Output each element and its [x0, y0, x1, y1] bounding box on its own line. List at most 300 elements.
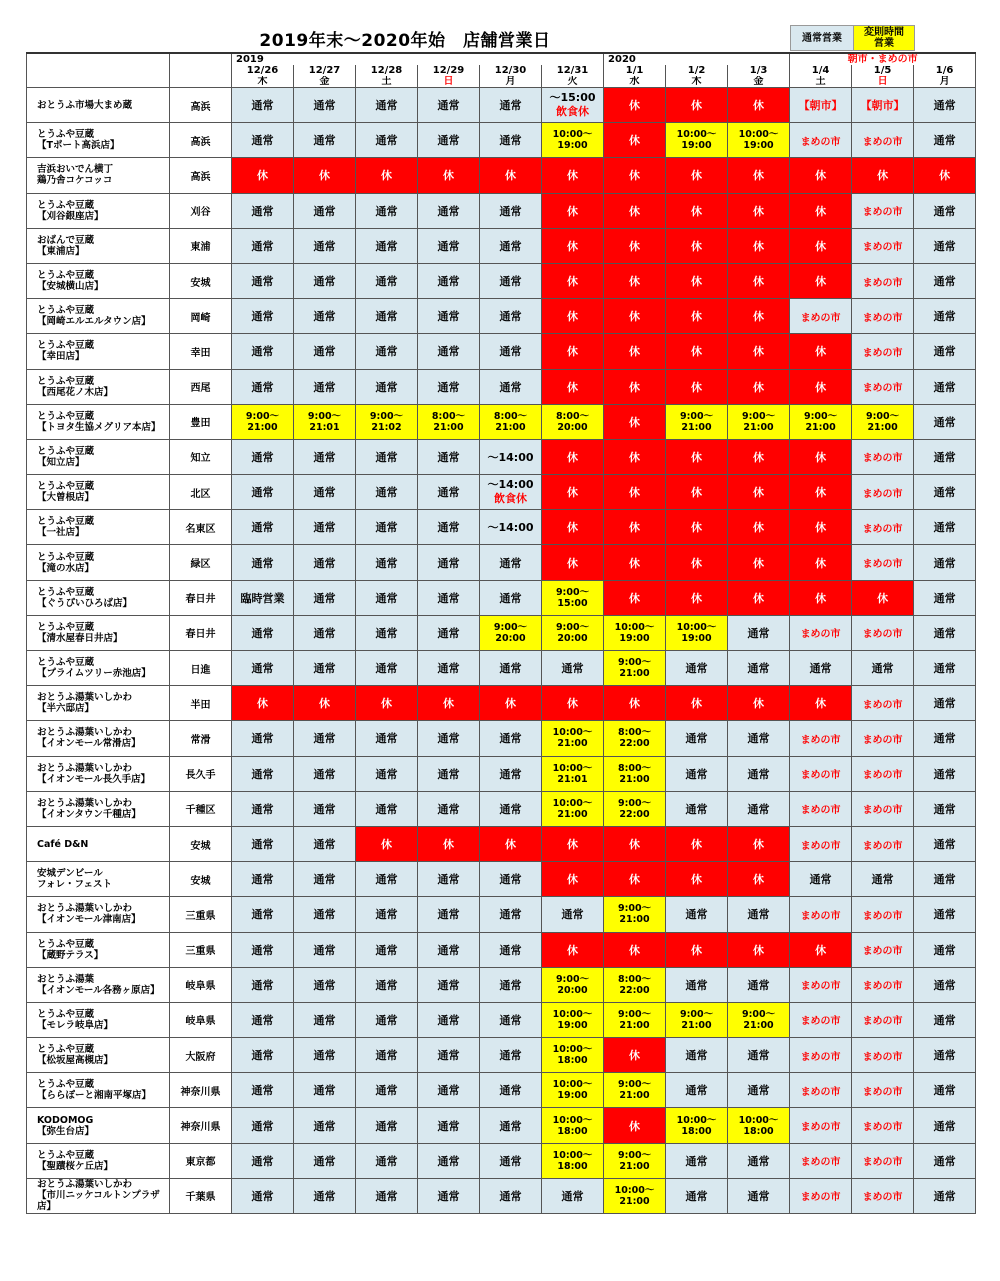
status-cell: 通常: [418, 1143, 480, 1178]
status-cell: まめの市: [790, 897, 852, 932]
status-cell: 通常: [914, 1002, 976, 1037]
status-cell: 休: [790, 686, 852, 721]
store-area: 岡崎: [170, 299, 232, 334]
status-cell: 休: [666, 369, 728, 404]
status-cell: 通常: [480, 369, 542, 404]
status-cell: 通常: [914, 756, 976, 791]
status-cell: 9:00～ 21:00: [790, 404, 852, 439]
date-1-2: 1/2: [666, 65, 728, 76]
status-cell: 通常: [480, 334, 542, 369]
store-name: KODOMOG 【弥生台店】: [27, 1108, 170, 1143]
status-cell: 通常: [914, 88, 976, 123]
status-cell: 休: [666, 228, 728, 263]
status-cell: 休: [232, 158, 294, 193]
status-cell: 通常: [728, 721, 790, 756]
store-area: 千葉県: [170, 1178, 232, 1213]
status-cell: まめの市: [852, 1002, 914, 1037]
status-cell: 通常: [356, 1002, 418, 1037]
store-area: 安城: [170, 263, 232, 298]
status-cell: 休: [728, 545, 790, 580]
status-cell: 通常: [232, 615, 294, 650]
status-cell: 休: [852, 580, 914, 615]
status-cell: 10:00～ 18:00: [728, 1108, 790, 1143]
store-area: 刈谷: [170, 193, 232, 228]
status-cell: 休: [604, 862, 666, 897]
status-cell: 通常: [232, 1073, 294, 1108]
store-area: 春日井: [170, 580, 232, 615]
date-12-29: 12/29: [418, 65, 480, 76]
status-cell: 通常: [356, 510, 418, 545]
status-cell: 休: [604, 228, 666, 263]
status-cell: 通常: [480, 897, 542, 932]
status-cell: 通常: [914, 228, 976, 263]
status-cell: 休: [604, 404, 666, 439]
table-row: [27, 967, 976, 1002]
store-area: 名東区: [170, 510, 232, 545]
status-cell: 9:00～ 21:00: [728, 1002, 790, 1037]
status-cell: 休: [480, 826, 542, 861]
status-cell: まめの市: [790, 721, 852, 756]
status-cell: 8:00～ 21:00: [418, 404, 480, 439]
store-area: 安城: [170, 862, 232, 897]
status-cell: 通常: [480, 651, 542, 686]
status-cell: 通常: [294, 545, 356, 580]
weekday-1: 金: [294, 76, 356, 88]
status-cell: 休: [728, 158, 790, 193]
status-cell: まめの市: [852, 967, 914, 1002]
status-cell: 通常: [356, 193, 418, 228]
status-cell: 休: [604, 88, 666, 123]
status-cell: 通常: [542, 1178, 604, 1213]
status-cell: 通常: [232, 88, 294, 123]
status-cell: 8:00～ 20:00: [542, 404, 604, 439]
date-12-27: 12/27: [294, 65, 356, 76]
status-cell: 休: [542, 158, 604, 193]
table-row: [27, 369, 976, 404]
store-area: 緑区: [170, 545, 232, 580]
status-cell: まめの市: [852, 1143, 914, 1178]
status-cell: 通常: [418, 721, 480, 756]
store-name: おとうふ湯葉いしかわ 【イオンモール津南店】: [27, 897, 170, 932]
status-cell: 通常: [294, 580, 356, 615]
status-cell: 休: [790, 228, 852, 263]
status-cell: 休: [480, 158, 542, 193]
status-cell: 休: [604, 263, 666, 298]
status-cell: 休: [604, 545, 666, 580]
status-cell: 通常: [356, 88, 418, 123]
status-cell: 通常: [356, 475, 418, 510]
weekday-2: 土: [356, 76, 418, 88]
status-cell: 休: [604, 158, 666, 193]
status-cell: 8:00～ 21:00: [604, 756, 666, 791]
status-cell: まめの市: [852, 756, 914, 791]
status-cell: 9:00～ 21:00: [604, 897, 666, 932]
status-cell: ～14:00: [480, 510, 542, 545]
status-cell: 休: [542, 439, 604, 474]
status-cell: 9:00～ 21:00: [728, 404, 790, 439]
status-cell: 通常: [356, 439, 418, 474]
status-cell: 通常: [480, 1073, 542, 1108]
store-area: 三重県: [170, 932, 232, 967]
status-cell: 9:00～ 21:01: [294, 404, 356, 439]
status-cell: 通常: [294, 193, 356, 228]
store-name: とうふや豆蔵 【清水屋春日井店】: [27, 615, 170, 650]
store-area: 長久手: [170, 756, 232, 791]
status-cell: 休: [542, 826, 604, 861]
status-cell: 休: [666, 334, 728, 369]
weekday-3: 日: [418, 76, 480, 88]
status-cell: 通常: [418, 88, 480, 123]
store-name: とうふや豆蔵 【ぐうぴいひろば店】: [27, 580, 170, 615]
status-cell: 通常: [418, 369, 480, 404]
status-cell: 通常: [914, 123, 976, 158]
status-cell: 休: [356, 158, 418, 193]
schedule-table: [26, 52, 976, 1214]
status-cell: 通常: [728, 615, 790, 650]
status-cell: 通常: [666, 791, 728, 826]
status-cell: 通常: [294, 1143, 356, 1178]
table-row: [27, 299, 976, 334]
status-cell: 休: [728, 826, 790, 861]
status-cell: 通常: [232, 791, 294, 826]
status-cell: 通常: [480, 967, 542, 1002]
store-name: とうふや豆蔵 【岡崎エルエルタウン店】: [27, 299, 170, 334]
status-cell: 通常: [294, 123, 356, 158]
status-cell: 通常: [418, 299, 480, 334]
status-cell: 通常: [728, 651, 790, 686]
status-cell: 休: [728, 228, 790, 263]
status-cell: 通常: [232, 721, 294, 756]
weekday-7: 木: [666, 76, 728, 88]
store-area: 神奈川県: [170, 1108, 232, 1143]
status-cell: 休: [542, 475, 604, 510]
status-cell: 休: [604, 475, 666, 510]
status-cell: 通常: [418, 615, 480, 650]
store-name: とうふや豆蔵 【大曽根店】: [27, 475, 170, 510]
status-cell: まめの市: [790, 615, 852, 650]
weekday-6: 水: [604, 76, 666, 88]
status-cell: 通常: [356, 580, 418, 615]
status-cell: 9:00～ 21:00: [666, 404, 728, 439]
status-cell: 通常: [356, 1178, 418, 1213]
status-cell: 通常: [666, 721, 728, 756]
status-cell: まめの市: [790, 1178, 852, 1213]
status-cell: 通常: [294, 967, 356, 1002]
legend: [790, 25, 915, 51]
store-area: 東浦: [170, 228, 232, 263]
status-cell: 通常: [914, 545, 976, 580]
status-cell: 休: [542, 193, 604, 228]
status-cell: 8:00～ 22:00: [604, 721, 666, 756]
store-name: おばんで豆蔵 【東浦店】: [27, 228, 170, 263]
status-cell: 休: [542, 369, 604, 404]
status-cell: 通常: [232, 510, 294, 545]
table-row: [27, 615, 976, 650]
status-cell: 休: [542, 228, 604, 263]
status-cell: 休: [356, 826, 418, 861]
status-cell: 通常: [728, 897, 790, 932]
store-area: 岐阜県: [170, 967, 232, 1002]
status-cell: 8:00～ 22:00: [604, 967, 666, 1002]
status-cell: 通常: [294, 721, 356, 756]
status-cell: 9:00～ 21:02: [356, 404, 418, 439]
status-cell: 通常: [914, 1143, 976, 1178]
status-cell: 【朝市】: [852, 88, 914, 123]
status-cell: 10:00～ 19:00: [666, 615, 728, 650]
date-12-30: 12/30: [480, 65, 542, 76]
store-name: 吉浜おいでん横丁 鶏乃舎コケコッコ: [27, 158, 170, 193]
status-cell: 休: [728, 334, 790, 369]
status-cell: 通常: [418, 193, 480, 228]
status-cell: 休: [480, 686, 542, 721]
status-cell: 休: [728, 439, 790, 474]
status-cell: まめの市: [852, 1038, 914, 1073]
status-cell: 通常: [728, 1143, 790, 1178]
status-cell: 休: [604, 1108, 666, 1143]
weekday-9: 土: [790, 76, 852, 88]
status-cell: 10:00～ 19:00: [728, 123, 790, 158]
status-cell: 通常: [356, 791, 418, 826]
store-area: 高浜: [170, 158, 232, 193]
status-cell: 休: [666, 862, 728, 897]
status-cell: 通常: [418, 1038, 480, 1073]
store-area: 大阪府: [170, 1038, 232, 1073]
status-cell: 通常: [790, 862, 852, 897]
status-cell: 10:00～ 21:01: [542, 756, 604, 791]
status-cell: まめの市: [852, 263, 914, 298]
status-cell: 通常: [480, 932, 542, 967]
status-cell: 通常: [356, 721, 418, 756]
hours-text: ～14:00: [487, 478, 534, 492]
store-name: とうふや豆蔵 【松坂屋高槻店】: [27, 1038, 170, 1073]
status-cell: 通常: [480, 1178, 542, 1213]
legend-normal: 通常営業: [791, 26, 853, 50]
status-cell: 通常: [356, 651, 418, 686]
status-cell: 通常: [914, 721, 976, 756]
status-cell: 通常: [232, 1002, 294, 1037]
status-cell: まめの市: [790, 756, 852, 791]
table-row: [27, 1178, 976, 1213]
status-cell: 通常: [666, 1073, 728, 1108]
status-cell: 通常: [914, 862, 976, 897]
status-cell: 休: [604, 826, 666, 861]
status-cell: 通常: [418, 545, 480, 580]
status-cell: 通常: [542, 651, 604, 686]
status-cell: まめの市: [790, 1038, 852, 1073]
status-cell: 通常: [728, 1073, 790, 1108]
status-cell: 休: [790, 932, 852, 967]
status-cell: 通常: [480, 791, 542, 826]
status-cell: 通常: [294, 932, 356, 967]
status-cell: まめの市: [852, 510, 914, 545]
status-cell: 通常: [914, 897, 976, 932]
status-cell: 休: [666, 826, 728, 861]
weekday-5: 火: [542, 76, 604, 88]
status-cell: 通常: [914, 1038, 976, 1073]
legend-variable: 変則時間 営業: [853, 26, 914, 50]
status-cell: 通常: [294, 1002, 356, 1037]
status-cell: 9:00～ 21:00: [604, 1143, 666, 1178]
status-cell: 通常: [480, 1108, 542, 1143]
status-cell: 通常: [294, 475, 356, 510]
weekday-4: 月: [480, 76, 542, 88]
status-cell: 通常: [418, 439, 480, 474]
status-cell: 通常: [914, 475, 976, 510]
status-cell: 通常: [294, 228, 356, 263]
status-cell: 通常: [418, 651, 480, 686]
status-cell: 通常: [356, 862, 418, 897]
status-cell: 通常: [356, 123, 418, 158]
status-cell: 通常: [418, 334, 480, 369]
status-cell: 休: [790, 475, 852, 510]
table-row: [27, 932, 976, 967]
status-cell: 休: [542, 545, 604, 580]
status-cell: 9:00～ 21:00: [232, 404, 294, 439]
status-cell: 通常: [666, 1038, 728, 1073]
status-cell: 10:00～ 21:00: [542, 791, 604, 826]
table-row: [27, 756, 976, 791]
status-cell: 通常: [294, 615, 356, 650]
store-area: 東京都: [170, 1143, 232, 1178]
status-cell: 通常: [914, 1178, 976, 1213]
status-cell: 休: [852, 158, 914, 193]
status-cell: 9:00～ 20:00: [480, 615, 542, 650]
status-cell: 通常: [232, 263, 294, 298]
date-1-5: 1/5: [852, 65, 914, 76]
status-cell: 9:00～ 21:00: [604, 1002, 666, 1037]
status-cell: 10:00～ 18:00: [542, 1038, 604, 1073]
status-cell: 8:00～ 21:00: [480, 404, 542, 439]
status-cell: まめの市: [852, 369, 914, 404]
status-cell: 休: [604, 439, 666, 474]
status-cell: 通常: [294, 263, 356, 298]
status-cell: 通常: [480, 1002, 542, 1037]
status-cell: まめの市: [852, 897, 914, 932]
status-cell: 通常: [356, 334, 418, 369]
date-1-6: 1/6: [914, 65, 976, 76]
status-cell: 通常: [232, 967, 294, 1002]
table-row: [27, 897, 976, 932]
status-cell: 休: [542, 263, 604, 298]
status-cell: 通常: [480, 88, 542, 123]
status-cell: 通常: [914, 510, 976, 545]
status-cell: 通常: [294, 334, 356, 369]
status-cell: 通常: [418, 967, 480, 1002]
status-cell: 通常: [232, 228, 294, 263]
status-cell: 休: [604, 510, 666, 545]
status-cell: 休: [418, 826, 480, 861]
status-cell: 通常: [914, 580, 976, 615]
status-cell: 通常: [232, 299, 294, 334]
status-cell: 休: [728, 263, 790, 298]
status-cell: 休: [294, 158, 356, 193]
store-name: おとうふ湯葉いしかわ 【イオンモール長久手店】: [27, 756, 170, 791]
status-cell: 10:00～ 21:00: [604, 1178, 666, 1213]
status-cell: 通常: [914, 1073, 976, 1108]
store-name: おとうふ市場大まめ蔵: [27, 88, 170, 123]
store-name: とうふや豆蔵 【ららぽーと湘南平塚店】: [27, 1073, 170, 1108]
status-cell: 通常: [418, 1178, 480, 1213]
status-cell: 9:00～ 22:00: [604, 791, 666, 826]
status-cell: 10:00～ 19:00: [666, 123, 728, 158]
status-cell: 通常: [914, 334, 976, 369]
status-cell: 通常: [480, 193, 542, 228]
status-cell: 休: [790, 580, 852, 615]
status-cell: 通常: [356, 545, 418, 580]
status-cell: 休: [542, 299, 604, 334]
status-cell: 通常: [914, 439, 976, 474]
store-name: とうふや豆蔵 【蔵野テラス】: [27, 932, 170, 967]
status-cell: 通常: [728, 791, 790, 826]
status-cell: 休: [790, 158, 852, 193]
status-cell: 通常: [666, 756, 728, 791]
status-cell: 通常: [232, 439, 294, 474]
status-cell: まめの市: [852, 721, 914, 756]
status-cell: 通常: [418, 791, 480, 826]
status-cell: 通常: [356, 299, 418, 334]
status-cell: 休: [604, 932, 666, 967]
status-cell: 通常: [418, 897, 480, 932]
status-cell: 通常: [418, 580, 480, 615]
status-cell: 通常: [480, 228, 542, 263]
status-cell: 通常: [294, 369, 356, 404]
status-cell: まめの市: [852, 439, 914, 474]
status-cell: 通常: [418, 475, 480, 510]
status-cell: 通常: [418, 123, 480, 158]
status-cell: 通常: [232, 1178, 294, 1213]
header-year-row: [27, 53, 976, 65]
status-cell: 9:00～ 21:00: [852, 404, 914, 439]
status-cell: 通常: [914, 193, 976, 228]
status-cell: まめの市: [852, 299, 914, 334]
table-row: [27, 439, 976, 474]
status-cell: まめの市: [852, 123, 914, 158]
status-cell: 休: [604, 1038, 666, 1073]
hours-text: ～15:00: [549, 91, 596, 105]
table-row: [27, 510, 976, 545]
table-row: [27, 1108, 976, 1143]
status-cell: まめの市: [790, 1143, 852, 1178]
status-cell: 10:00～ 21:00: [542, 721, 604, 756]
weekday-11: 月: [914, 76, 976, 88]
status-cell: 休: [418, 158, 480, 193]
status-cell: 通常: [914, 686, 976, 721]
status-cell: 通常: [418, 263, 480, 298]
status-cell: 通常: [294, 1108, 356, 1143]
status-cell: 通常: [232, 897, 294, 932]
status-cell: まめの市: [790, 1108, 852, 1143]
status-cell: 休: [728, 862, 790, 897]
store-area: 高浜: [170, 123, 232, 158]
status-cell: 通常: [418, 756, 480, 791]
store-name: おとうふ湯葉いしかわ 【半六邸店】: [27, 686, 170, 721]
status-cell: 通常: [294, 88, 356, 123]
status-cell: 通常: [728, 756, 790, 791]
status-cell: まめの市: [852, 475, 914, 510]
status-cell: 通常: [418, 1073, 480, 1108]
status-cell: 通常: [914, 404, 976, 439]
table-row: [27, 545, 976, 580]
store-name: おとうふ湯葉いしかわ 【市川ニッケコルトンプラザ店】: [27, 1178, 170, 1213]
table-row: [27, 334, 976, 369]
table-row: [27, 228, 976, 263]
status-cell: 通常: [356, 228, 418, 263]
status-cell: 10:00～ 19:00: [604, 615, 666, 650]
status-cell: 通常: [480, 756, 542, 791]
status-cell: 休: [728, 580, 790, 615]
status-cell: 休: [790, 439, 852, 474]
status-cell: まめの市: [790, 123, 852, 158]
